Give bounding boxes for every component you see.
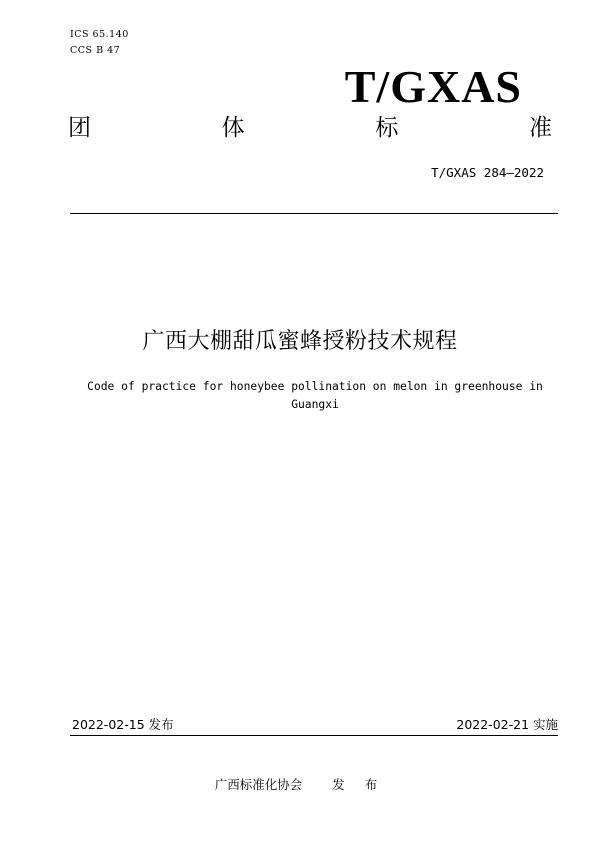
document-title-en: Code of practice for honeybee pollination on melon in greenhouse in Guangxi	[87, 380, 543, 411]
standard-logo: T/GXAS	[344, 61, 522, 112]
standard-type-heading	[68, 113, 552, 143]
implementation-date: 2022-02-21 实施	[456, 717, 558, 732]
publisher-name: 广西标准化协会	[214, 777, 303, 792]
footer-divider	[70, 735, 558, 736]
header-divider	[70, 213, 558, 214]
standard-type-char: 准	[528, 115, 552, 141]
ccs-code: CCS B 47	[70, 45, 121, 56]
standard-number: T/GXAS 284—2022	[431, 165, 544, 180]
standard-type-char: 体	[221, 115, 245, 141]
standard-type-char: 团	[68, 115, 91, 141]
publish-action: 发 布	[332, 777, 386, 792]
publisher-line	[0, 777, 600, 793]
document-title-zh: 广西大棚甜瓜蜜蜂授粉技术规程	[142, 329, 458, 354]
issue-date: 2022-02-15 发布	[72, 717, 174, 732]
standard-type-char: 标	[375, 115, 399, 141]
ics-code: ICS 65.140	[70, 29, 129, 40]
